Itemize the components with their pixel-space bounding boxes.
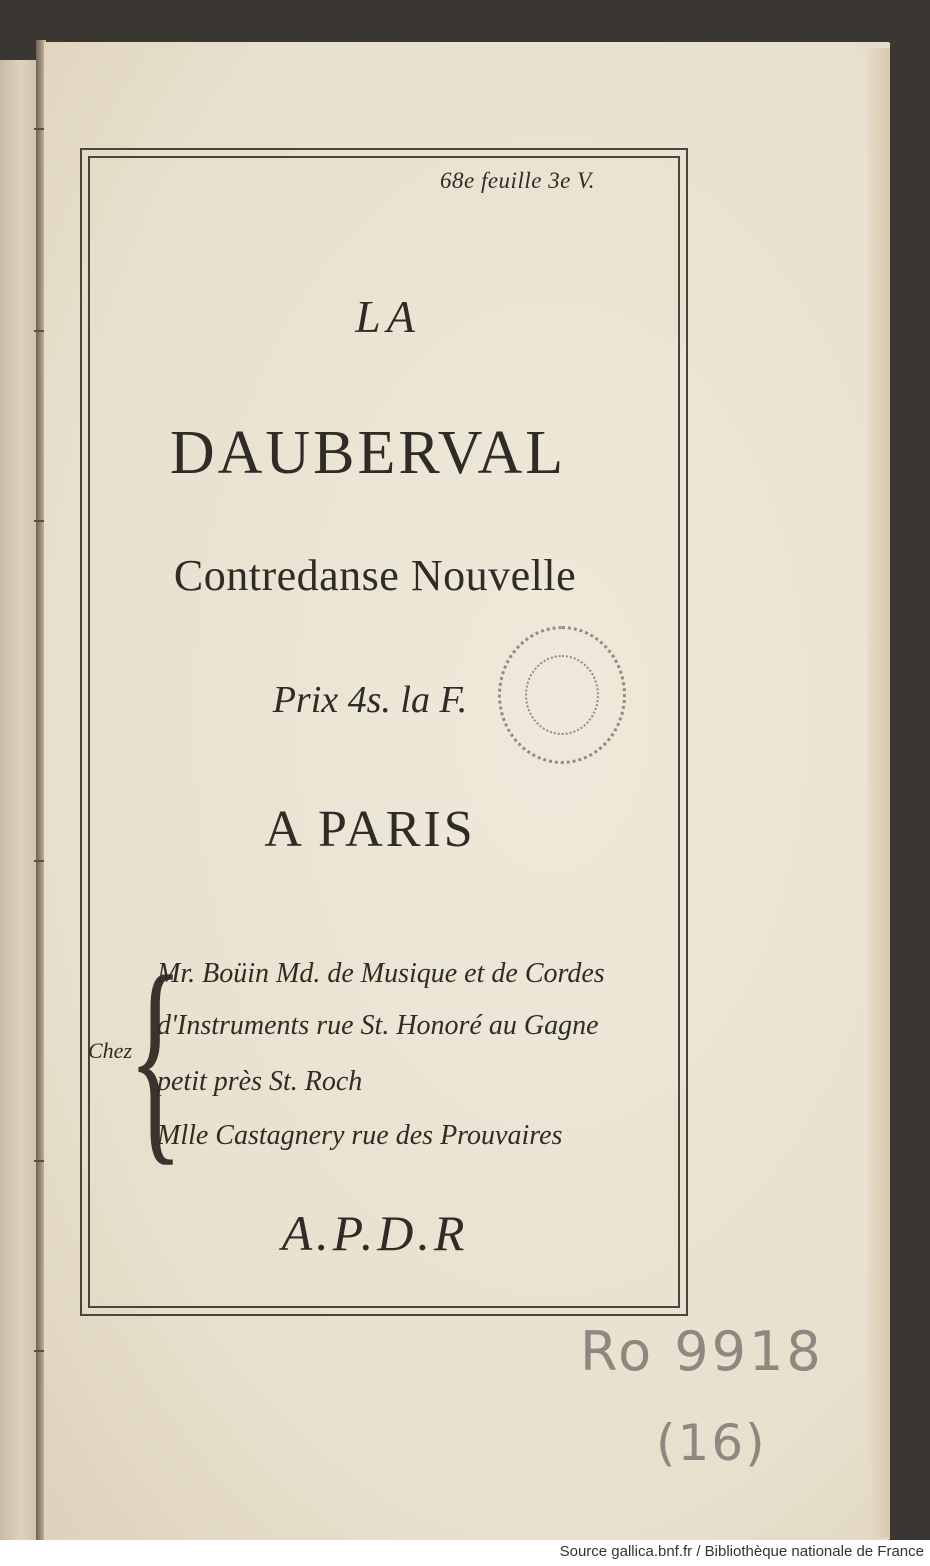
library-stamp-icon [498,626,626,764]
subtitle: Contredanse Nouvelle [173,551,577,600]
price-line: Prix 4s. la F. [272,679,468,721]
binding-stitch [34,1160,44,1162]
page-edge [868,48,890,1538]
publication-city: A PARIS [264,801,476,858]
source-credit: Source gallica.bnf.fr / Bibliothèque nationale de France [559,1543,924,1560]
address-line: Mr. Boüin Md. de Musique et de Cordes [157,958,605,989]
chez-label: Chez [88,1038,132,1063]
title-article: LA [355,291,421,342]
source-footer [0,1540,930,1566]
address-line: petit près St. Roch [157,1066,363,1097]
binding-stitch [34,1350,44,1352]
privilege-mark: A.P.D.R [281,1205,469,1261]
shelfmark: Ro 9918 [580,1320,824,1383]
title-main: DAUBERVAL [169,419,567,487]
binding-stitch [34,520,44,522]
address-line: d'Instruments rue St. Honoré au Gagne [157,1010,599,1041]
library-stamp-inner-ring [525,655,599,735]
reference-note: 68e feuille 3e V. [440,168,595,193]
binding-stitch [34,860,44,862]
binding-stitch [34,128,44,130]
curly-brace-icon: { [128,929,184,1184]
shelfmark-part: (16) [656,1414,767,1472]
address-line: Mlle Castagnery rue des Prouvaires [157,1120,563,1151]
